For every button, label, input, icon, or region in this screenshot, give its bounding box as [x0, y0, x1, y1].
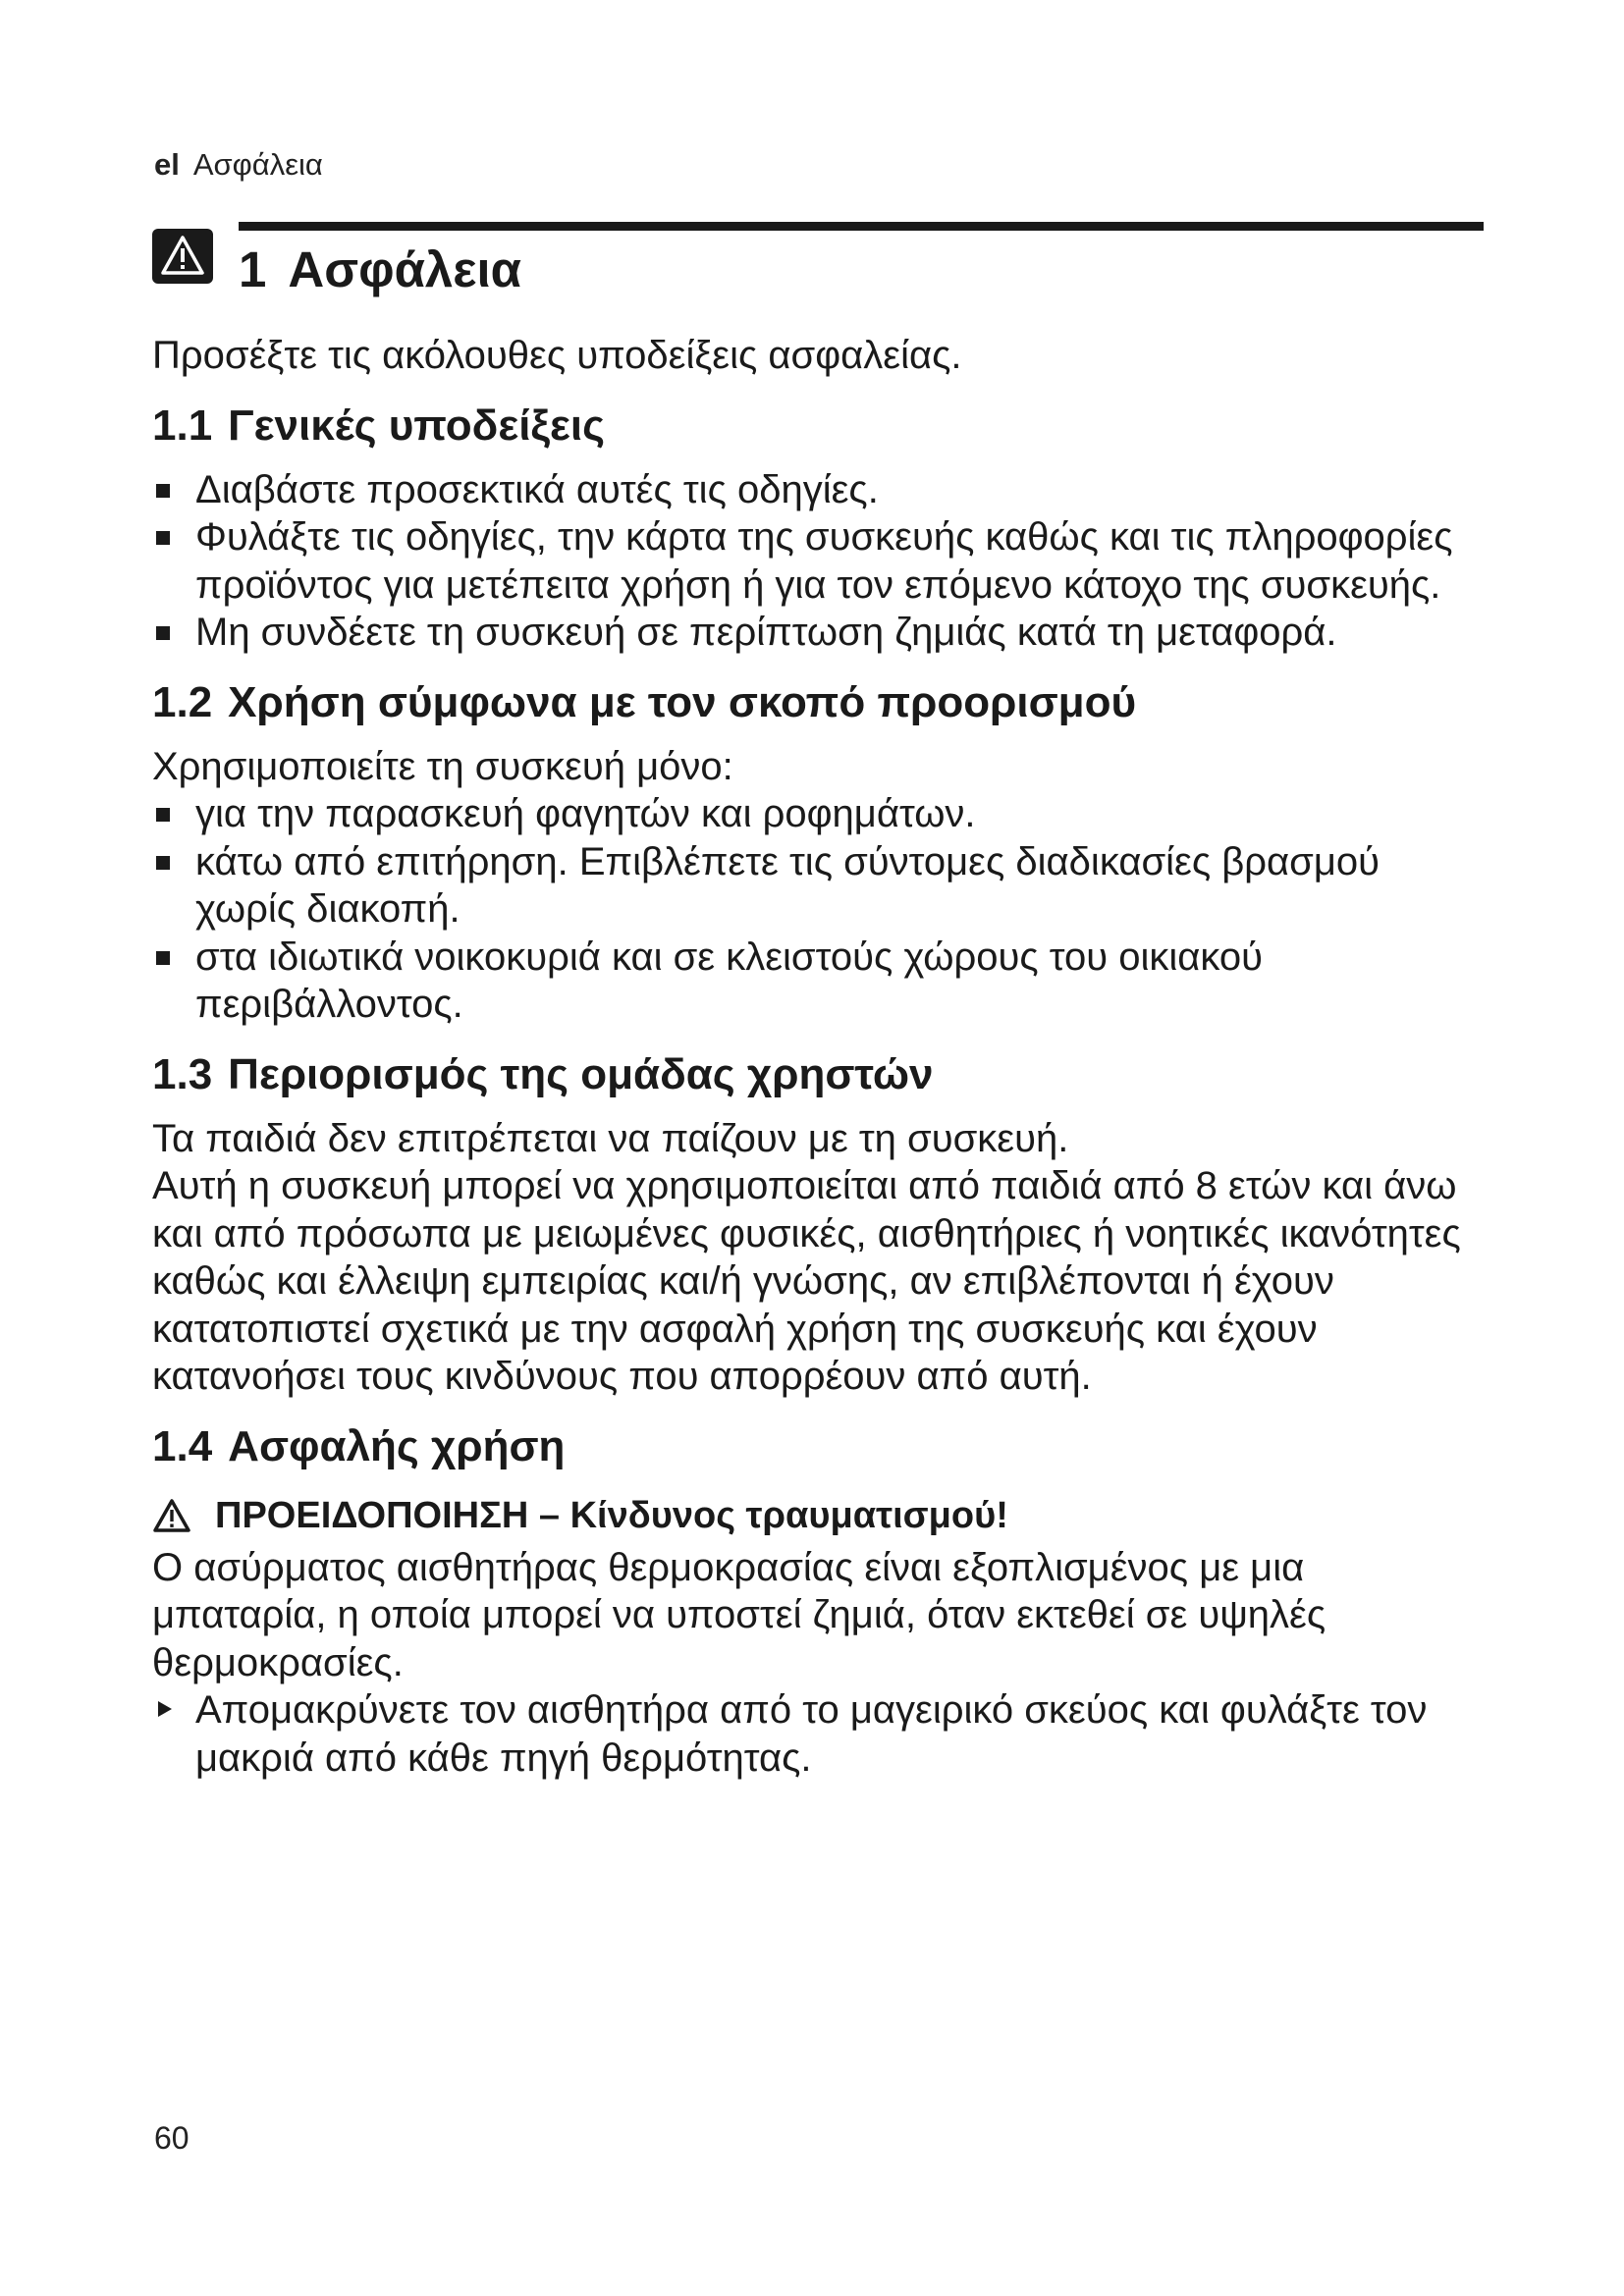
section-heading-general: [152, 399, 1488, 454]
content: [152, 332, 1488, 1782]
language-code: el: [154, 147, 180, 182]
bullet-icon: [156, 856, 170, 870]
list-item: [152, 838, 1488, 934]
list-item: [152, 934, 1488, 1029]
action-list: [152, 1686, 1488, 1782]
warning-triangle-icon: [152, 1498, 191, 1533]
section-number: 1.2: [152, 677, 213, 726]
bullet-icon: [156, 626, 170, 640]
list-item: [152, 513, 1488, 609]
arrow-right-icon: [158, 1701, 172, 1717]
section-number: 1.1: [152, 400, 213, 450]
warning-title: ΠΡΟΕΙΔΟΠΟΙΗΣΗ – Κίνδυνος τραυματισμού!: [215, 1494, 1008, 1536]
bullet-icon: [156, 951, 170, 965]
section-heading-user-group: [152, 1047, 1488, 1102]
section-title: Ασφαλής χρήση: [228, 1421, 566, 1470]
general-notes-list: [152, 466, 1488, 657]
chapter-title-text: Ασφάλεια: [288, 241, 522, 297]
running-header: [154, 147, 323, 183]
running-header-section: Ασφάλεια: [192, 147, 323, 182]
section-number: 1.3: [152, 1049, 213, 1098]
paragraph: Αυτή η συσκευή μπορεί να χρησιμοποιείται από παιδιά από 8 ετών και άνω και από πρόσωπα με μειωμένες φυσικές, αισθητήριες ή νοητικές ικανότητες καθώς και έλλειψη εμπειρίας και/ή γνώσης, αν επιβλέπονται ή έχουν κατατοπιστεί σχετικά με την ασφαλή χρήση της συσκευής και έχουν κατανοήσει τους κινδύνους που απορρέουν από αυτή.: [152, 1164, 1461, 1398]
list-item: [152, 466, 1488, 514]
list-item: [152, 790, 1488, 838]
list-item-text: στα ιδιωτικά νοικοκυριά και σε κλειστούς χώρους του οικιακού περιβάλλοντος.: [195, 934, 1264, 1026]
section-heading-safe-use: [152, 1419, 1488, 1474]
chapter-number: 1: [239, 241, 267, 297]
page-number: 60: [154, 2120, 189, 2156]
bullet-icon: [156, 808, 170, 822]
warning-text: Ο ασύρματος αισθητήρας θερμοκρασίας είναι εξοπλισμένος με μια μπαταρία, η οποία μπορεί να υποστεί ζημιά, όταν εκτεθεί σε υψηλές θερμοκρασίες.: [152, 1545, 1326, 1684]
section-title: Περιορισμός της ομάδας χρηστών: [228, 1049, 934, 1098]
warning-heading: [152, 1491, 1488, 1540]
list-item: [152, 1686, 1488, 1782]
paragraph: Τα παιδιά δεν επιτρέπεται να παίζουν με τη συσκευή.: [152, 1116, 1069, 1160]
warning-triangle-icon: [152, 229, 213, 284]
bullet-icon: [156, 484, 170, 498]
intended-use-list: [152, 790, 1488, 1029]
list-item-text: για την παρασκευή φαγητών και ροφημάτων.: [195, 792, 976, 835]
list-item-text: Φυλάξτε τις οδηγίες, την κάρτα της συσκευής καθώς και τις πληροφορίες προϊόντος για μετέπειτα χρήση ή για τον επόμενο κάτοχο της συσκευής.: [195, 515, 1453, 607]
action-text: Απομακρύνετε τον αισθητήρα από το μαγειρικό σκεύος και φυλάξτε τον μακριά από κάθε πηγή θερμότητας.: [195, 1688, 1428, 1780]
chapter-rule: [239, 222, 1484, 231]
bullet-icon: [156, 531, 170, 545]
chapter-title: [239, 240, 521, 299]
section-title: Γενικές υποδείξεις: [228, 400, 606, 450]
list-item-text: Μη συνδέετε τη συσκευή σε περίπτωση ζημιάς κατά τη μεταφορά.: [195, 611, 1337, 654]
list-item-text: Διαβάστε προσεκτικά αυτές τις οδηγίες.: [195, 467, 879, 511]
intro-text: Προσέξτε τις ακόλουθες υποδείξεις ασφαλείας.: [152, 334, 962, 377]
list-item-text: κάτω από επιτήρηση. Επιβλέπετε τις σύντομες διαδικασίες βρασμού χωρίς διακοπή.: [195, 839, 1380, 931]
section-title: Χρήση σύμφωνα με τον σκοπό προορισμού: [228, 677, 1137, 726]
section-heading-intended-use: [152, 675, 1488, 730]
section-lead-text: Χρησιμοποιείτε τη συσκευή μόνο:: [152, 744, 733, 788]
section-number: 1.4: [152, 1421, 213, 1470]
list-item: [152, 609, 1488, 657]
